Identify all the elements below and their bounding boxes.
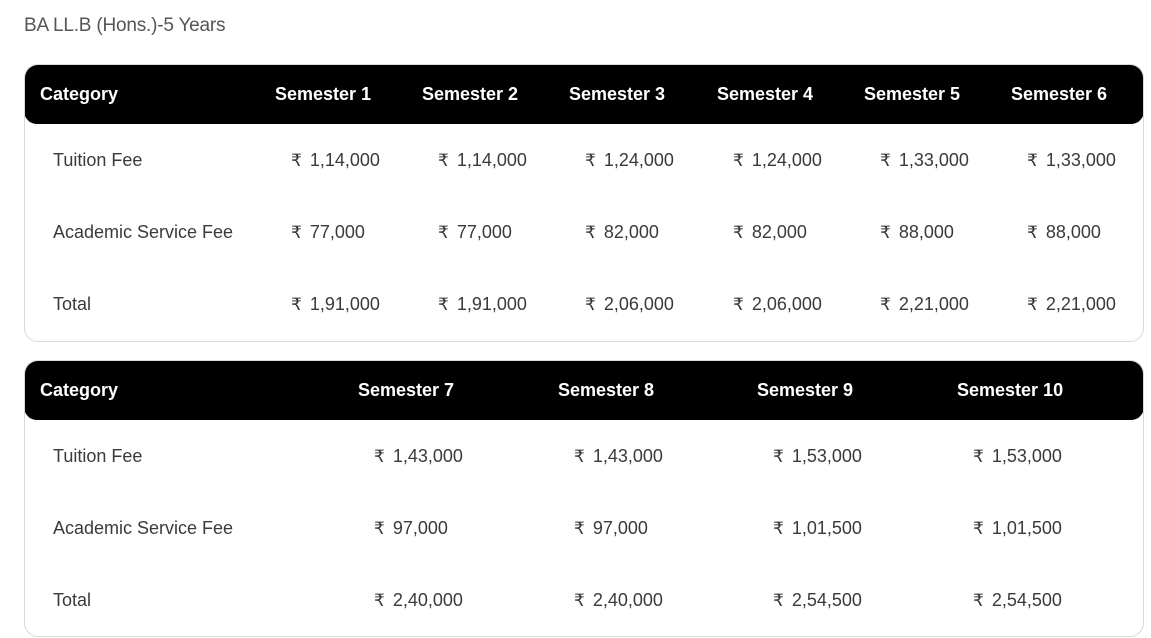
- rupee-icon: ₹: [880, 295, 891, 314]
- fee-cell: ₹ 1,14,000: [291, 124, 380, 196]
- fee-cell: ₹ 1,24,000: [733, 124, 822, 196]
- fee-cell: ₹ 1,01,500: [773, 492, 862, 564]
- fee-cell: ₹ 2,40,000: [374, 564, 463, 636]
- row-category: Total: [53, 294, 92, 314]
- header-semester-4: Semester 4: [717, 84, 814, 104]
- fee-cell: ₹ 77,000: [438, 196, 512, 268]
- fee-cell: ₹ 2,06,000: [585, 268, 674, 340]
- rupee-icon: ₹: [291, 223, 302, 242]
- fee-cell: ₹ 88,000: [1027, 196, 1101, 268]
- fee-cell: ₹ 1,01,500: [973, 492, 1062, 564]
- table-header: [24, 360, 1144, 420]
- fee-table-semesters-7-10: [24, 360, 1144, 637]
- rupee-icon: ₹: [374, 447, 385, 466]
- header-semester-1: Semester 1: [275, 84, 372, 104]
- fee-cell: ₹ 2,54,500: [973, 564, 1062, 636]
- fee-cell: ₹ 2,21,000: [1027, 268, 1116, 340]
- rupee-icon: ₹: [291, 295, 302, 314]
- rupee-icon: ₹: [574, 447, 585, 466]
- rupee-icon: ₹: [374, 519, 385, 538]
- header-category: Category: [40, 380, 119, 400]
- rupee-icon: ₹: [1027, 223, 1038, 242]
- rupee-icon: ₹: [773, 591, 784, 610]
- table-row: [25, 564, 1143, 636]
- rupee-icon: ₹: [1027, 151, 1038, 170]
- rupee-icon: ₹: [773, 447, 784, 466]
- table-header: [24, 64, 1144, 124]
- rupee-icon: ₹: [973, 447, 984, 466]
- rupee-icon: ₹: [438, 151, 449, 170]
- fee-cell: ₹ 82,000: [733, 196, 807, 268]
- fee-cell: ₹ 1,33,000: [1027, 124, 1116, 196]
- rupee-icon: ₹: [585, 295, 596, 314]
- header-semester-8: Semester 8: [558, 380, 655, 400]
- table-row: [25, 420, 1143, 492]
- fee-cell: ₹ 1,53,000: [773, 420, 862, 492]
- rupee-icon: ₹: [585, 151, 596, 170]
- rupee-icon: ₹: [733, 151, 744, 170]
- fee-cell: ₹ 2,40,000: [574, 564, 663, 636]
- rupee-icon: ₹: [880, 151, 891, 170]
- table-row: [25, 196, 1143, 268]
- rupee-icon: ₹: [773, 519, 784, 538]
- fee-cell: ₹ 2,21,000: [880, 268, 969, 340]
- rupee-icon: ₹: [374, 591, 385, 610]
- rupee-icon: ₹: [733, 295, 744, 314]
- fee-cell: ₹ 1,91,000: [438, 268, 527, 340]
- header-semester-5: Semester 5: [864, 84, 961, 104]
- header-semester-9: Semester 9: [757, 380, 854, 400]
- fee-cell: ₹ 77,000: [291, 196, 365, 268]
- header-category: Category: [40, 84, 119, 104]
- rupee-icon: ₹: [1027, 295, 1038, 314]
- page-title: BA LL.B (Hons.)-5 Years: [24, 15, 226, 36]
- header-semester-2: Semester 2: [422, 84, 519, 104]
- fee-table-semesters-1-6: [24, 64, 1144, 342]
- row-category: Tuition Fee: [53, 150, 143, 170]
- fee-cell: ₹ 88,000: [880, 196, 954, 268]
- header-semester-7: Semester 7: [358, 380, 455, 400]
- fee-cell: ₹ 1,43,000: [374, 420, 463, 492]
- rupee-icon: ₹: [973, 519, 984, 538]
- fee-cell: ₹ 82,000: [585, 196, 659, 268]
- table-row: [25, 124, 1143, 196]
- rupee-icon: ₹: [438, 223, 449, 242]
- fee-cell: ₹ 97,000: [574, 492, 648, 564]
- fee-cell: ₹ 97,000: [374, 492, 448, 564]
- rupee-icon: ₹: [438, 295, 449, 314]
- table-row: [25, 492, 1143, 564]
- rupee-icon: ₹: [574, 519, 585, 538]
- row-category: Academic Service Fee: [53, 518, 234, 538]
- rupee-icon: ₹: [291, 151, 302, 170]
- fee-cell: ₹ 1,91,000: [291, 268, 380, 340]
- table-row: [25, 268, 1143, 340]
- rupee-icon: ₹: [973, 591, 984, 610]
- rupee-icon: ₹: [574, 591, 585, 610]
- row-category: Academic Service Fee: [53, 222, 234, 242]
- rupee-icon: ₹: [733, 223, 744, 242]
- fee-cell: ₹ 1,43,000: [574, 420, 663, 492]
- rupee-icon: ₹: [585, 223, 596, 242]
- row-category: Total: [53, 590, 92, 610]
- header-semester-3: Semester 3: [569, 84, 666, 104]
- fee-cell: ₹ 1,53,000: [973, 420, 1062, 492]
- rupee-icon: ₹: [880, 223, 891, 242]
- row-category: Tuition Fee: [53, 446, 143, 466]
- fee-cell: ₹ 2,06,000: [733, 268, 822, 340]
- fee-cell: ₹ 1,14,000: [438, 124, 527, 196]
- header-semester-10: Semester 10: [957, 380, 1064, 400]
- fee-cell: ₹ 1,24,000: [585, 124, 674, 196]
- fee-cell: ₹ 1,33,000: [880, 124, 969, 196]
- fee-cell: ₹ 2,54,500: [773, 564, 862, 636]
- header-semester-6: Semester 6: [1011, 84, 1108, 104]
